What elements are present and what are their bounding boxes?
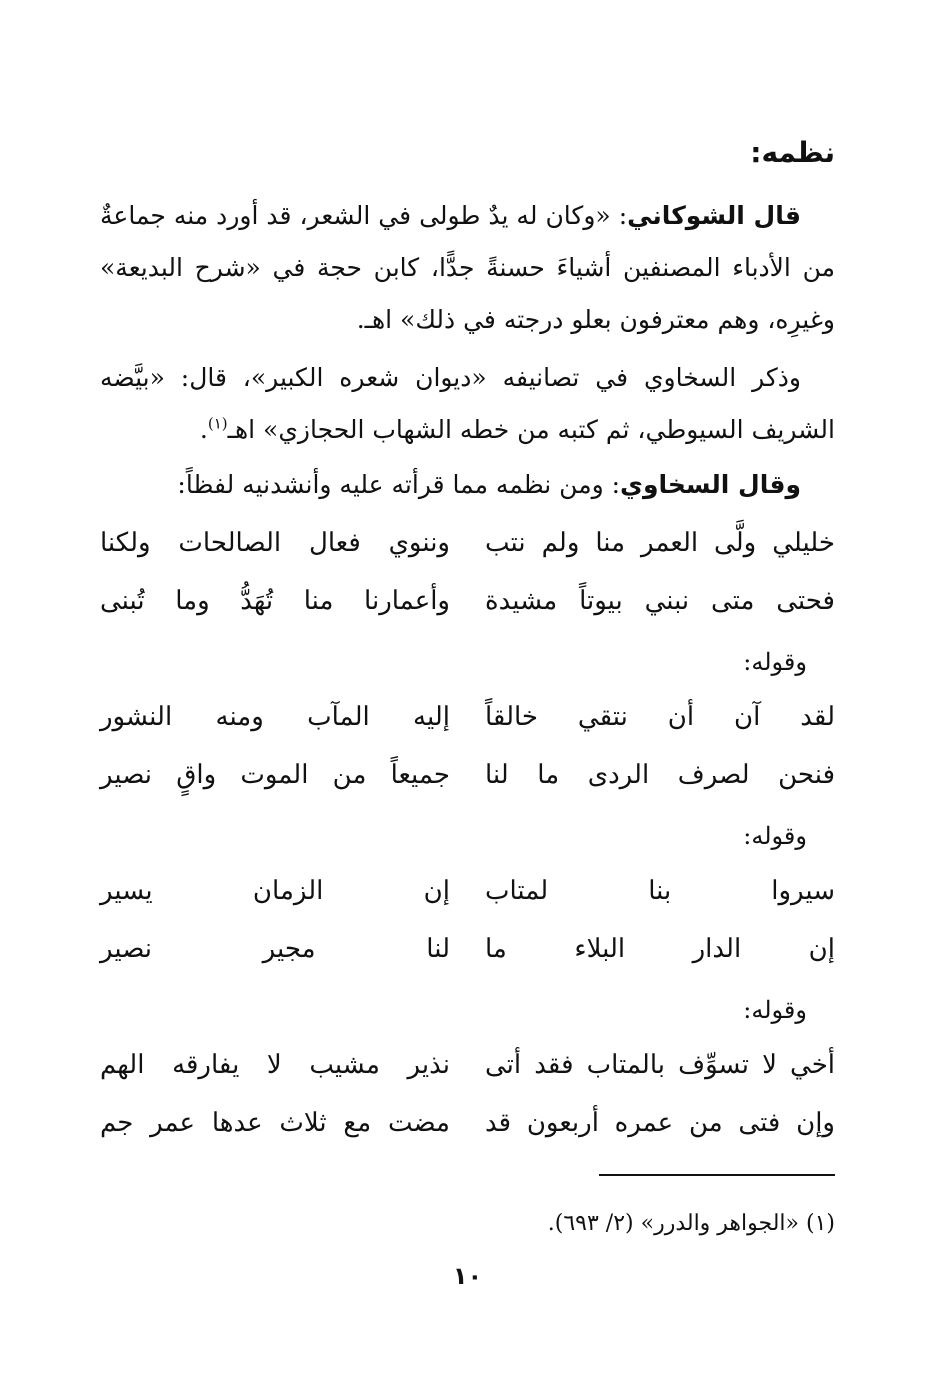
- verse-line: [100, 1098, 835, 1148]
- verse-line: [100, 1040, 835, 1090]
- verse-line: [100, 576, 835, 626]
- paragraph-text: : «وكان له يدٌ طولى في الشعر، قد أورد منه جماعةٌ من الأدباء المصنفين أشياءَ حسنةً جدًّا، كابن حجة في «شرح البديعة» وغيرِه، وهم معترفون بعلو درجته في ذلك» اهـ.: [100, 201, 835, 334]
- first-hemistich: خليلي ولَّى العمر منا ولم نتب: [485, 528, 835, 558]
- first-hemistich: سيروا بنا لمتاب: [485, 876, 835, 906]
- poem-label: وقوله:: [743, 648, 807, 676]
- verse-line: [100, 518, 835, 568]
- second-hemistich: جميعاً من الموت واقٍ نصير: [100, 760, 450, 790]
- speaker-name: وقال السخاوي: [620, 470, 801, 499]
- first-hemistich: أخي لا تسوِّف بالمتاب فقد أتى: [485, 1050, 835, 1080]
- verse-line: [100, 692, 835, 742]
- page-number: ١٠: [452, 1262, 483, 1290]
- paragraph-shawkani: [100, 190, 835, 346]
- verse-line: [100, 924, 835, 974]
- second-hemistich: وأعمارنا منا تُهَدُّ وما تُبنى: [100, 586, 450, 616]
- verse-line: [100, 866, 835, 916]
- first-hemistich: إن الدار البلاء ما: [485, 934, 835, 964]
- footnote: (١) «الجواهر والدرر» (٢/ ٦٩٣).: [547, 1211, 835, 1236]
- footnote-divider: [599, 1174, 835, 1176]
- second-hemistich: لنا مجير نصير: [100, 934, 450, 964]
- paragraph-sakhawi-intro: [100, 459, 835, 511]
- second-hemistich: وننوي فعال الصالحات ولكنا: [100, 528, 450, 558]
- section-heading: نظمه:: [750, 136, 835, 169]
- second-hemistich: إليه المآب ومنه النشور: [100, 702, 450, 732]
- footnote-reference[interactable]: (١): [207, 414, 228, 433]
- first-hemistich: وإن فتى من عمره أربعون قد: [485, 1108, 835, 1138]
- paragraph-text: وذكر السخاوي في تصانيفه «ديوان شعره الكبير»، قال: «بيَّضه الشريف السيوطي، ثم كتبه من خطه الشهاب الحجازي» اهـ: [100, 363, 835, 444]
- poem-label: وقوله:: [743, 996, 807, 1024]
- second-hemistich: إن الزمان يسير: [100, 876, 450, 906]
- speaker-name: قال الشوكاني: [627, 201, 802, 230]
- paragraph-sakhawi-diwan: [100, 352, 835, 456]
- verse-line: [100, 750, 835, 800]
- first-hemistich: فنحن لصرف الردى ما لنا: [485, 760, 835, 790]
- second-hemistich: مضت مع ثلاث عدها عمر جم: [100, 1108, 450, 1138]
- paragraph-end: .: [199, 415, 208, 444]
- paragraph-text: : ومن نظمه مما قرأته عليه وأنشدنيه لفظاً:: [177, 470, 621, 499]
- second-hemistich: نذير مشيب لا يفارقه الهم: [100, 1050, 450, 1080]
- poem-label: وقوله:: [743, 822, 807, 850]
- first-hemistich: لقد آن أن نتقي خالقاً: [485, 702, 835, 732]
- first-hemistich: فحتى متى نبني بيوتاً مشيدة: [485, 586, 835, 616]
